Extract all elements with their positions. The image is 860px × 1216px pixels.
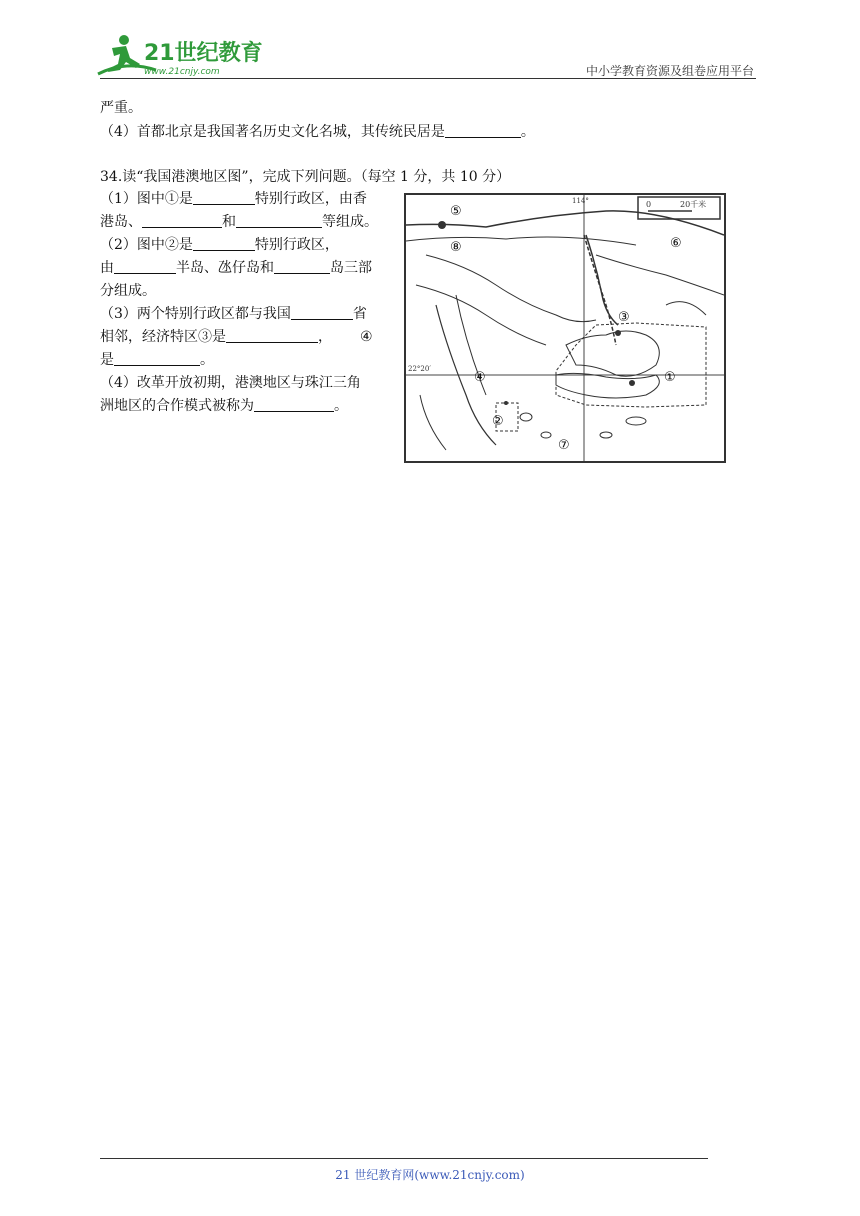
text: 洲地区的合作模式被称为: [100, 398, 254, 414]
q34-part4-line2: [100, 396, 348, 416]
hk-macau-map: [404, 193, 726, 463]
text: 。: [200, 352, 214, 368]
q34-part1-line2: [100, 212, 378, 232]
marker-7: ⑦: [558, 438, 570, 453]
text: 是: [100, 352, 114, 368]
answer-blank[interactable]: [445, 123, 521, 138]
q34-part3-line3: [100, 350, 214, 370]
lat-label: 22°20′: [408, 365, 431, 373]
q34-part2-line3: 分组成。: [100, 283, 156, 299]
text: （1）图中①是: [100, 191, 193, 207]
header-divider: [100, 78, 756, 79]
answer-blank[interactable]: [291, 305, 353, 320]
answer-blank[interactable]: [142, 213, 222, 228]
marker-1-hongkong: ①: [664, 370, 676, 385]
scale-label: 20千米: [680, 200, 707, 209]
punct: 。: [520, 124, 535, 140]
footer-divider: [100, 1158, 708, 1159]
q34-part3-line2: [100, 327, 373, 347]
marker-2-macau: ②: [492, 414, 504, 429]
text: 特别行政区，由香: [254, 191, 367, 207]
answer-blank[interactable]: [193, 236, 255, 251]
marker-8: ⑧: [450, 240, 462, 255]
marker-4-zhuhai: ④: [474, 370, 486, 385]
scale-start: 0: [646, 200, 652, 209]
prev-line: 严重。: [100, 100, 142, 116]
q34-part4-line1: （4）改革开放初期，港澳地区与珠江三角: [100, 375, 361, 391]
answer-blank[interactable]: [114, 351, 200, 366]
text: 等组成。: [322, 214, 378, 230]
logo-text: 21世纪教育: [144, 41, 263, 66]
site-logo: [96, 30, 266, 82]
text: 。: [334, 398, 348, 414]
answer-blank[interactable]: [226, 328, 318, 343]
text: 和: [222, 214, 236, 230]
answer-blank[interactable]: [254, 397, 334, 412]
marker-3-shenzhen: ③: [618, 310, 630, 325]
text: （2）图中②是: [100, 237, 193, 253]
text: （3）两个特别行政区都与我国: [100, 306, 291, 322]
text: 省: [352, 306, 367, 322]
text: ，: [318, 329, 332, 345]
marker-6: ⑥: [670, 236, 682, 251]
text: ④: [360, 329, 373, 345]
text: 由: [100, 260, 114, 276]
answer-blank[interactable]: [114, 259, 176, 274]
q34-part2-line2: [100, 258, 372, 278]
logo-url: www.21cnjy.com: [144, 67, 220, 77]
header-platform-text: 中小学教育资源及组卷应用平台: [585, 64, 754, 78]
text: 港岛、: [100, 214, 142, 230]
text: 特别行政区，: [254, 237, 339, 253]
text: 岛三部: [330, 260, 372, 276]
q34-title: 34.读“我国港澳地区图”，完成下列问题。（每空 1 分，共 10 分）: [100, 169, 511, 185]
prev-q4-text: （4）首都北京是我国著名历史文化名城，其传统民居是: [100, 124, 445, 140]
q34-part3-line1: [100, 304, 367, 324]
answer-blank[interactable]: [193, 190, 255, 205]
prev-q4: [100, 122, 535, 142]
lon-label: 114°: [572, 197, 589, 205]
text: 半岛、氹仔岛和: [176, 260, 274, 276]
answer-blank[interactable]: [236, 213, 322, 228]
answer-blank[interactable]: [274, 259, 330, 274]
text: 相邻，经济特区③是: [100, 329, 226, 345]
footer-link[interactable]: 21 世纪教育网(www.21cnjy.com): [335, 1168, 525, 1182]
q34-part1-line1: [100, 189, 367, 209]
map-drawing: [406, 195, 724, 461]
marker-5: ⑤: [450, 204, 462, 219]
q34-part2-line1: [100, 235, 339, 255]
